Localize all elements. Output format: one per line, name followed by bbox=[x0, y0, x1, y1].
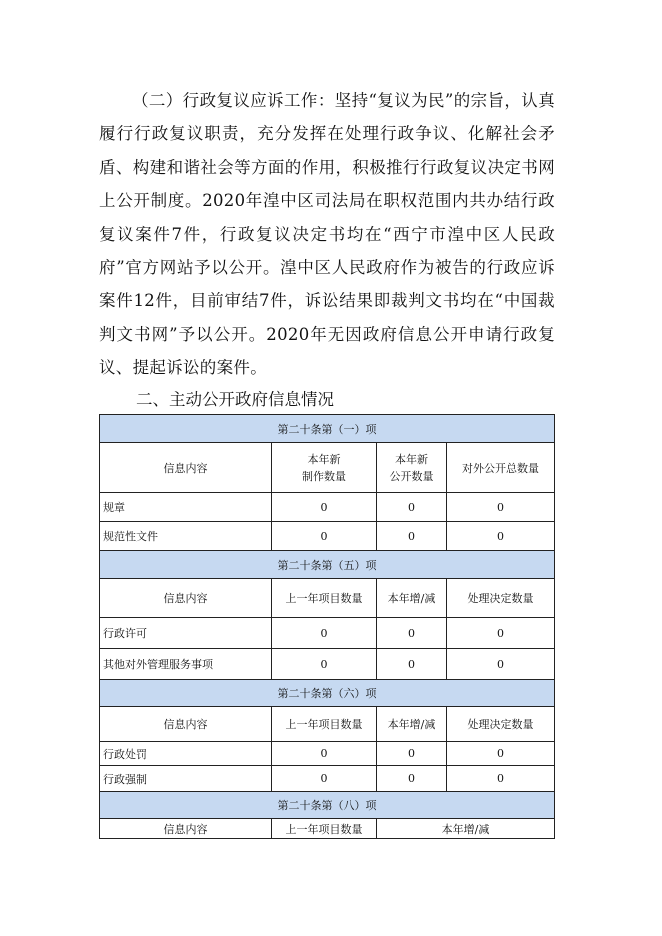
table-row bbox=[100, 618, 555, 649]
row-label: 行政许可 bbox=[100, 618, 272, 649]
section-row-5 bbox=[100, 551, 555, 579]
row-value: 0 bbox=[447, 618, 555, 649]
row-value: 0 bbox=[377, 766, 447, 792]
row-value: 0 bbox=[447, 742, 555, 766]
row-value: 0 bbox=[447, 649, 555, 680]
row-value: 0 bbox=[447, 522, 555, 551]
header-cell: 本年增/减 bbox=[377, 707, 447, 742]
header-cell: 上一年项目数量 bbox=[272, 819, 377, 839]
header-row bbox=[100, 819, 555, 839]
header-row bbox=[100, 443, 555, 493]
section-row-8 bbox=[100, 792, 555, 819]
header-cell: 本年增/减 bbox=[377, 579, 447, 618]
row-value: 0 bbox=[272, 493, 377, 522]
row-value: 0 bbox=[272, 766, 377, 792]
row-value: 0 bbox=[272, 742, 377, 766]
row-value: 0 bbox=[447, 766, 555, 792]
header-line: 本年新 bbox=[307, 452, 341, 466]
header-line: 制作数量 bbox=[302, 469, 346, 483]
header-row bbox=[100, 579, 555, 618]
header-line: 本年新 bbox=[395, 452, 428, 466]
row-value: 0 bbox=[447, 493, 555, 522]
section-row-6 bbox=[100, 680, 555, 707]
header-cell: 信息内容 bbox=[100, 707, 272, 742]
table-row bbox=[100, 649, 555, 680]
row-value: 0 bbox=[377, 742, 447, 766]
header-cell bbox=[377, 443, 447, 493]
table-row bbox=[100, 766, 555, 792]
header-cell bbox=[272, 443, 377, 493]
row-value: 0 bbox=[377, 649, 447, 680]
header-cell: 对外公开总数量 bbox=[447, 443, 555, 493]
row-label: 规范性文件 bbox=[100, 522, 272, 551]
header-line: 公开数量 bbox=[389, 469, 434, 483]
row-value: 0 bbox=[272, 618, 377, 649]
section-title: 第二十条第（五）项 bbox=[100, 551, 555, 579]
row-label: 行政处罚 bbox=[100, 742, 272, 766]
row-value: 0 bbox=[377, 618, 447, 649]
section-heading: 二、主动公开政府信息情况 bbox=[136, 390, 334, 409]
row-label: 规章 bbox=[100, 493, 272, 522]
table-row bbox=[100, 742, 555, 766]
body-paragraph: （二）行政复议应诉工作：坚持“复议为民”的宗旨，认真履行行政复议职责，充分发挥在处理行政争议、化解社会矛盾、构建和谐社会等方面的作用，积极推行行政复议决定书网上公开制度。2020年湟中区司法局在职权范围内共办结行政复议案件7件，行政复议决定书均在“西宁市湟中区人民政府”官方网站予以公开。湟中区人民政府作为被告的行政应诉案件12件，目前审结7件，诉讼结果即裁判文书均在“中国裁判文书网”予以公开。2020年无因政府信息公开申请行政复议、提起诉讼的案件。 bbox=[99, 91, 555, 378]
header-cell: 信息内容 bbox=[100, 579, 272, 618]
header-cell: 上一年项目数量 bbox=[272, 579, 377, 618]
table-row bbox=[100, 522, 555, 551]
row-value: 0 bbox=[377, 493, 447, 522]
header-cell: 本年增/减 bbox=[377, 819, 555, 839]
row-label: 其他对外管理服务事项 bbox=[100, 649, 272, 680]
disclosure-table bbox=[99, 414, 555, 839]
header-row bbox=[100, 707, 555, 742]
header-cell: 信息内容 bbox=[100, 443, 272, 493]
header-cell: 上一年项目数量 bbox=[272, 707, 377, 742]
row-value: 0 bbox=[272, 649, 377, 680]
section-row-1 bbox=[100, 415, 555, 443]
table-row bbox=[100, 493, 555, 522]
section-title: 第二十条第（一）项 bbox=[100, 415, 555, 443]
header-cell: 处理决定数量 bbox=[447, 707, 555, 742]
section-title: 第二十条第（八）项 bbox=[100, 792, 555, 819]
row-value: 0 bbox=[272, 522, 377, 551]
header-cell: 信息内容 bbox=[100, 819, 272, 839]
header-cell: 处理决定数量 bbox=[447, 579, 555, 618]
row-value: 0 bbox=[377, 522, 447, 551]
section-title: 第二十条第（六）项 bbox=[100, 680, 555, 707]
row-label: 行政强制 bbox=[100, 766, 272, 792]
